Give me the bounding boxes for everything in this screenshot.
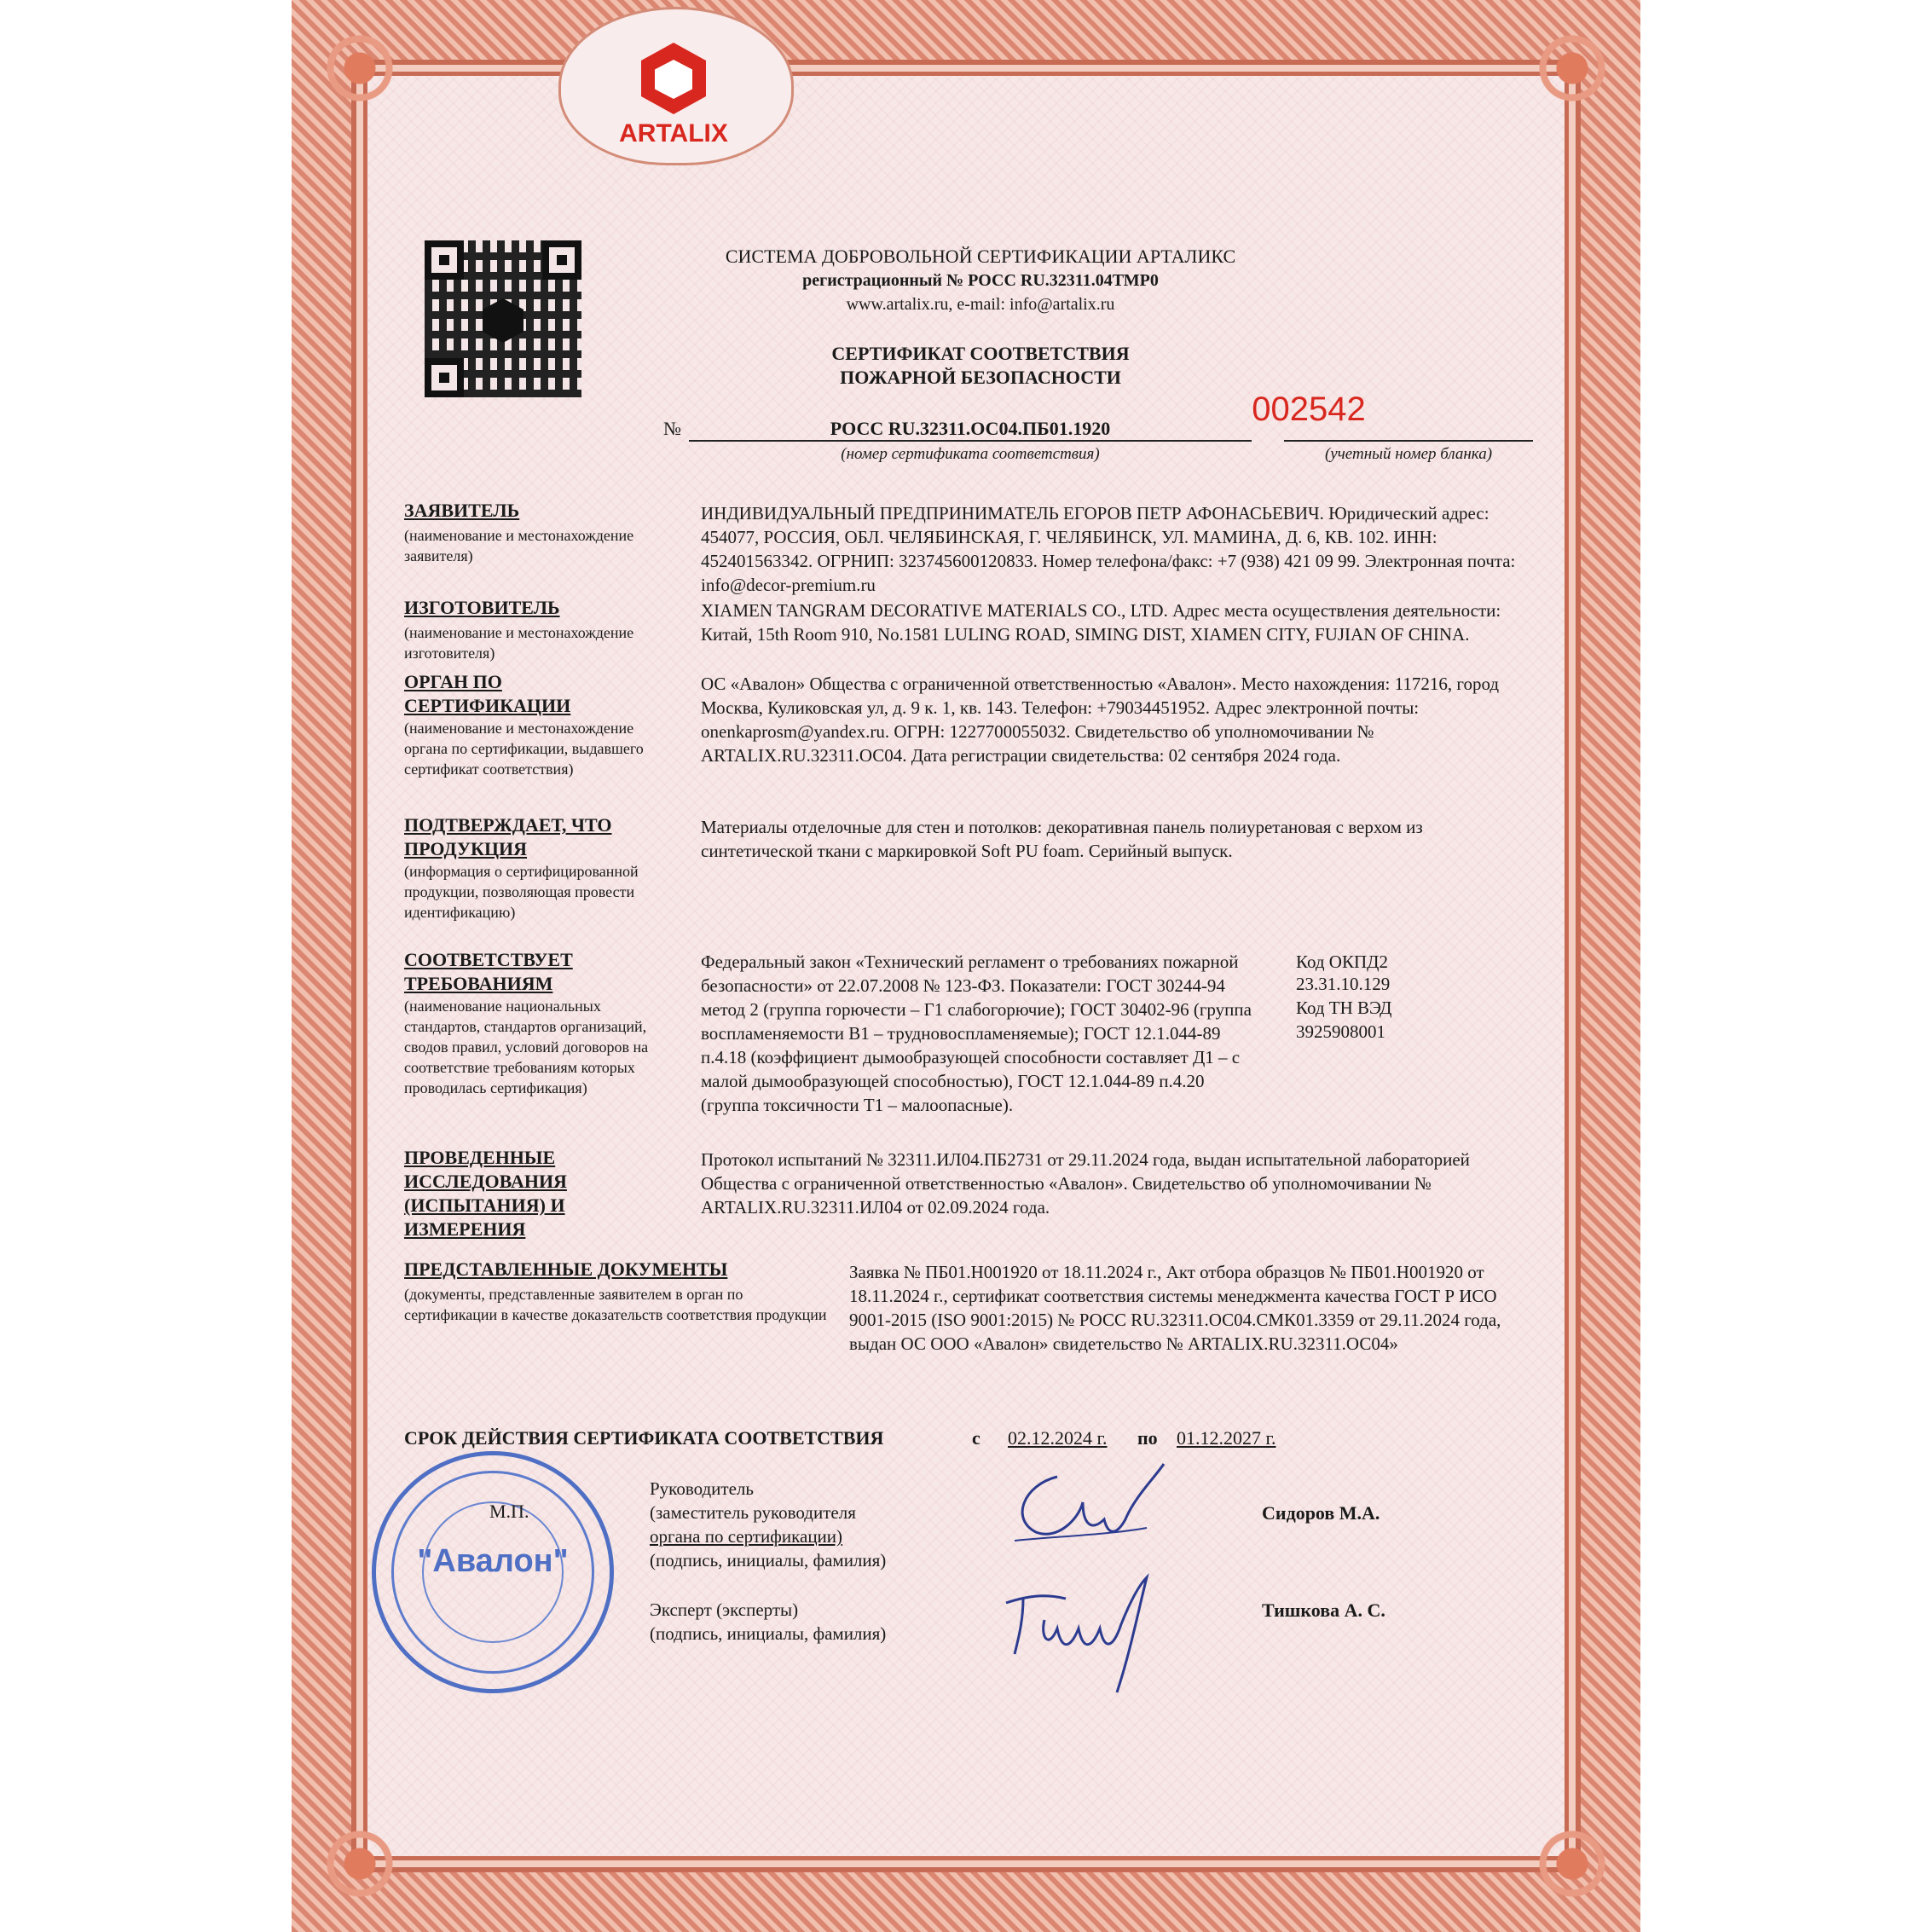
tnved-code: 3925908001 <box>1296 1021 1385 1042</box>
logo-brand: ARTALIX <box>619 119 728 148</box>
manufacturer-text: XIAMEN TANGRAM DECORATIVE MATERIALS CO., LTD. Адрес места осуществления деятельности: Китай, 15th Room 910, No.1581 LULING ROAD, SIMING DIST, XIAMEN CITY, FUJIAN OF CHINA. <box>701 600 1501 645</box>
product-text: Материалы отделочные для стен и потолков: декоративная панель полиуретановая с верхом из синтетической ткани с маркировкой Soft PU foam. Серийный выпуск. <box>701 817 1423 861</box>
applicant-text: ИНДИВИДУАЛЬНЫЙ ПРЕДПРИНИМАТЕЛЬ ЕГОРОВ ПЕТР АФОНАСЬЕВИЧ. Юридический адрес: 454077, РОССИЯ, ОБЛ. ЧЕЛЯБИНСКАЯ, Г. ЧЕЛЯБИНСК, УЛ. МАМИНА, Д. 6, КВ. 102. ИНН: 452401563342. ОГРНИП: 323745600120833. Номер телефона/факс: +7 (938) 421 09 99. Электронная почта: info@decor-premium.ru <box>701 503 1516 595</box>
blank-number-caption: (учетный номер бланка) <box>1324 445 1493 463</box>
number-prefix: № <box>663 418 681 439</box>
mp-label: М.П. <box>489 1501 529 1522</box>
expert-signature-icon <box>998 1569 1185 1697</box>
title-line-2: ПОЖАРНОЙ БЕЗОПАСНОСТИ <box>840 367 1121 388</box>
validity-from-date: 02.12.2024 г. <box>1008 1427 1108 1449</box>
validity-label: СРОК ДЕЙСТВИЯ СЕРТИФИКАТА СООТВЕТСТВИЯ <box>404 1427 884 1449</box>
expert-name: Тишкова А. С. <box>1262 1599 1385 1621</box>
title-line-1: СЕРТИФИКАТ СООТВЕТСТВИЯ <box>831 343 1130 364</box>
head-role-1: Руководитель <box>650 1478 754 1499</box>
body-text: ОС «Авалон» Общества с ограниченной ответственностью «Авалон». Место нахождения: 117216, город Москва, Куликовская ул, д. 9 к. 1, кв. 143. Телефон: +79034451952. Адрес электронной почты: onenkaprosm@yandex.ru. ОГРН: 1227700055032. Свидетельство об уполномочивании № ARTALIX.RU.32311.ОС04. Дата регистрации свидетельства: 02 сентября 2024 года. <box>701 674 1500 766</box>
head-role-4: (подпись, инициалы, фамилия) <box>650 1550 887 1570</box>
qr-finder <box>542 240 581 280</box>
system-name: СИСТЕМА ДОБРОВОЛЬНОЙ СЕРТИФИКАЦИИ АРТАЛИКС <box>725 246 1236 267</box>
head-name: Сидоров М.А. <box>1262 1502 1380 1524</box>
documents-label: ПРЕДСТАВЛЕННЫЕ ДОКУМЕНТЫ <box>404 1258 728 1280</box>
expert-role-2: (подпись, инициалы, фамилия) <box>650 1623 887 1644</box>
corner-ornament-icon <box>1521 17 1623 119</box>
corner-ornament-icon <box>309 17 411 119</box>
okpd-label: Код ОКПД2 <box>1296 952 1388 972</box>
body-label: ОРГАН ПО СЕРТИФИКАЦИИ <box>404 671 571 716</box>
qr-finder <box>425 358 464 397</box>
corner-ornament-icon <box>309 1813 411 1915</box>
manufacturer-note: (наименование и местонахождение изготовителя) <box>404 624 634 662</box>
product-note: (информация о сертифицированной продукции, позволяющая провести идентификацию) <box>404 863 639 921</box>
requirements-text: Федеральный закон «Технический регламент о требованиях пожарной безопасности» от 22.07.2008 № 123-ФЗ. Показатели: ГОСТ 30244-94 метод 2 (группа горючести – Г1 слабогорючие); ГОСТ 30402-96 (группа воспламеняемости В1 – трудновоспламеняемые); ГОСТ 12.1.044-89 п.4.18 (коэффициент дымообразующей способности составляет Д1 – с малой дымообразующей способностью), ГОСТ 12.1.044-89 п.4.20 (группа токсичности Т1 – малоопасные). <box>701 952 1252 1115</box>
blank-number-line <box>1284 440 1533 442</box>
corner-ornament-icon <box>1521 1813 1623 1915</box>
qr-finder <box>425 240 464 280</box>
tests-text: Протокол испытаний № 32311.ИЛ04.ПБ2731 от 29.11.2024 года, выдан испытательной лабораторией Общества с ограниченной ответственностью «Авалон». Свидетельство об уполномочивании № ARTALIX.RU.32311.ИЛ04 от 02.09.2024 года. <box>701 1149 1470 1218</box>
blank-number: 002542 <box>1252 390 1366 428</box>
head-role-3: органа по сертификации) <box>650 1526 843 1547</box>
documents-note: (документы, представленные заявителем в орган по сертификации в качестве доказательств соответствия продукции <box>404 1286 827 1323</box>
tests-label: ПРОВЕДЕННЫЕ ИССЛЕДОВАНИЯ (ИСПЫТАНИЯ) И ИЗМЕРЕНИЯ <box>404 1147 567 1240</box>
validity-to-date: 01.12.2027 г. <box>1177 1427 1276 1449</box>
qr-code-icon <box>425 240 581 397</box>
tnved-label: Код ТН ВЭД <box>1296 998 1392 1018</box>
contacts: www.artalix.ru, e-mail: info@artalix.ru <box>846 295 1115 314</box>
documents-text: Заявка № ПБ01.Н001920 от 18.11.2024 г., Акт отбора образцов № ПБ01.Н001920 от 18.11.2024 г., сертификат соответствия системы менеджмента качества ГОСТ Р ИСО 9001-2015 (ISO 9001:2015) № РОСС RU.32311.ОС04.СМК01.3359 от 29.11.2024 года, выдан ОС ООО «Авалон» свидетельство № ARTALIX.RU.32311.ОС04» <box>849 1262 1501 1354</box>
requirements-note: (наименование национальных стандартов, стандартов организаций, сводов правил, условий договоров на соответствие требованиям которых проводилась сертификация) <box>404 998 649 1096</box>
requirements-label: СООТВЕТСТВУЕТ ТРЕБОВАНИЯМ <box>404 949 573 994</box>
registration-number: регистрационный № РОСС RU.32311.04ТМР0 <box>802 271 1159 290</box>
expert-role-1: Эксперт (эксперты) <box>650 1599 799 1620</box>
product-label: ПОДТВЕРЖДАЕТ, ЧТО ПРОДУКЦИЯ <box>404 814 612 859</box>
applicant-note: (наименование и местонахождение заявителя) <box>404 527 634 564</box>
stamp-center-text: "Авалон" <box>417 1543 569 1579</box>
head-signature-icon <box>998 1460 1168 1553</box>
body-note: (наименование и местонахождение органа по сертификации, выдавшего сертификат соответствия) <box>404 720 644 778</box>
validity-to-word: по <box>1137 1427 1158 1449</box>
qr-center-logo-icon <box>483 298 523 343</box>
certificate-number-line <box>689 440 1252 442</box>
certificate-number-caption: (номер сертификата соответствия) <box>841 445 1100 463</box>
certificate-number: РОСС RU.32311.ОС04.ПБ01.1920 <box>830 418 1111 439</box>
validity-from-word: с <box>972 1427 980 1449</box>
head-role-2: (заместитель руководителя <box>650 1502 856 1523</box>
okpd-code: 23.31.10.129 <box>1296 974 1391 994</box>
manufacturer-label: ИЗГОТОВИТЕЛЬ <box>404 597 560 618</box>
applicant-label: ЗАЯВИТЕЛЬ <box>404 500 520 521</box>
